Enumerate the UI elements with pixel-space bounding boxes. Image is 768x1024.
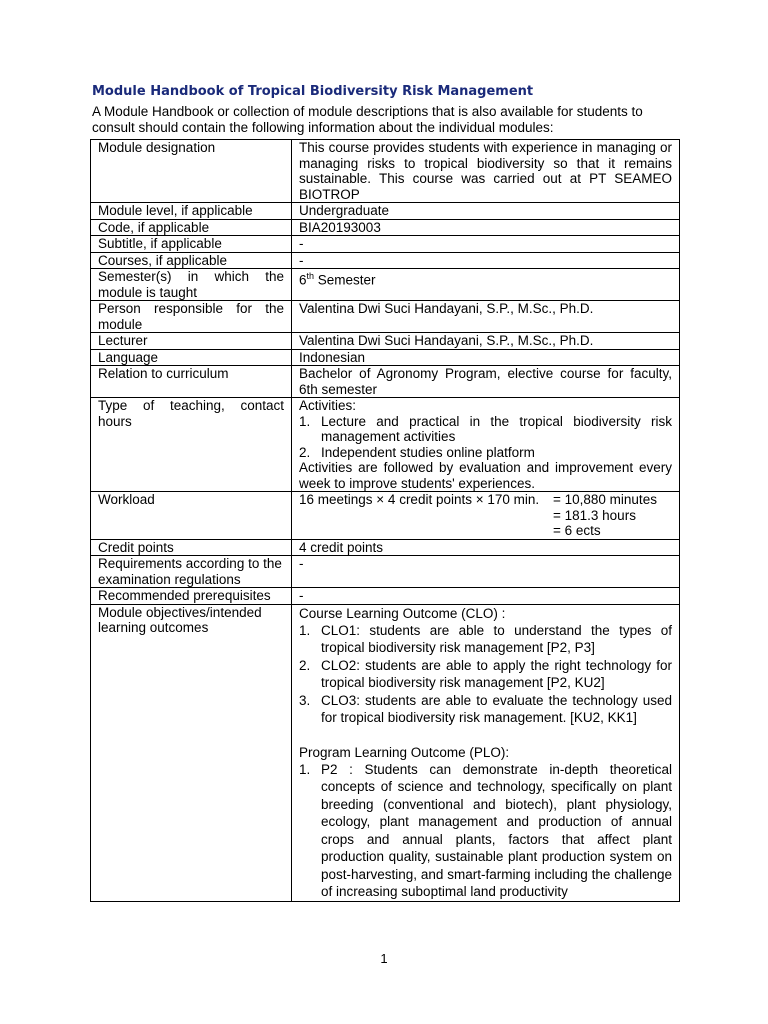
table-row	[91, 140, 680, 203]
table-row	[91, 269, 680, 301]
list-text: CLO3: students are able to evaluate the technology used for tropical biodiversity risk management. [KU2, KK1]	[321, 692, 672, 725]
list-item	[299, 761, 672, 901]
list-item	[299, 657, 672, 692]
value-module-designation: This course provides students with experience in managing or managing risks to tropical biodiversity so that it remains sustainable. This course was carried out at PT SEAMEO BIOTROP	[292, 140, 680, 203]
list-item	[299, 692, 672, 727]
table-row	[91, 349, 680, 366]
page-title: Module Handbook of Tropical Biodiversity Risk Management	[92, 84, 534, 99]
label-workload: Workload	[91, 492, 292, 540]
list-number: 1.	[299, 761, 311, 777]
plo-heading: Program Learning Outcome (PLO):	[299, 744, 510, 760]
value-teaching	[292, 398, 680, 492]
label-teaching: Type of teaching, contact hours	[91, 398, 292, 492]
label-requirements: Requirements according to the examination regulations	[91, 556, 292, 588]
list-number: 1.	[299, 622, 311, 638]
table-row	[91, 203, 680, 220]
label-lecturer: Lecturer	[91, 333, 292, 350]
list-text: Independent studies online platform	[321, 444, 535, 460]
list-text: CLO1: students are able to understand the types of tropical biodiversity risk management [P2, P3]	[321, 622, 672, 655]
label-language: Language	[91, 349, 292, 366]
value-code: BIA20193003	[292, 219, 680, 236]
label-code: Code, if applicable	[91, 219, 292, 236]
workload-minutes: = 10,880 minutes	[553, 492, 657, 507]
label-relation: Relation to curriculum	[91, 366, 292, 398]
label-prerequisites: Recommended prerequisites	[91, 588, 292, 605]
table-row	[91, 556, 680, 588]
value-module-level: Undergraduate	[292, 203, 680, 220]
teaching-footer: Activities are followed by evaluation and improvement every week to improve students' experiences.	[299, 460, 672, 491]
table-row	[91, 219, 680, 236]
semester-suffix: th	[306, 271, 315, 281]
clo-heading: Course Learning Outcome (CLO) :	[299, 605, 506, 621]
label-module-level: Module level, if applicable	[91, 203, 292, 220]
plo-list	[299, 761, 672, 901]
table-row	[91, 539, 680, 556]
table-row	[91, 301, 680, 333]
label-module-designation: Module designation	[91, 140, 292, 203]
clo-list	[299, 622, 672, 727]
value-objectives	[292, 604, 680, 901]
table-row	[91, 333, 680, 350]
label-subtitle: Subtitle, if applicable	[91, 236, 292, 253]
value-workload	[292, 492, 680, 540]
table-row	[91, 252, 680, 269]
value-relation: Bachelor of Agronomy Program, elective course for faculty, 6th semester	[292, 366, 680, 398]
list-number: 1.	[299, 413, 311, 429]
value-courses: -	[292, 252, 680, 269]
table-row	[91, 588, 680, 605]
workload-hours: = 181.3 hours	[553, 507, 636, 523]
list-text: Lecture and practical in the tropical biodiversity risk management activities	[321, 413, 672, 444]
list-number: 2.	[299, 657, 311, 673]
value-language: Indonesian	[292, 349, 680, 366]
label-objectives: Module objectives/intended learning outcomes	[91, 604, 292, 901]
label-semester: Semester(s) in which the module is taught	[91, 269, 292, 301]
workload-calc	[299, 492, 672, 539]
table-row	[91, 604, 680, 901]
value-requirements: -	[292, 556, 680, 588]
table-row	[91, 366, 680, 398]
value-prerequisites: -	[292, 588, 680, 605]
list-item	[299, 414, 672, 445]
value-person-responsible: Valentina Dwi Suci Handayani, S.P., M.Sc., Ph.D.	[292, 301, 680, 333]
workload-ects: = 6 ects	[553, 523, 601, 538]
page-number: 1	[380, 951, 388, 966]
semester-number: 6	[299, 272, 307, 288]
value-semester	[292, 269, 680, 301]
teaching-list	[299, 414, 672, 461]
label-person-responsible: Person responsible for the module	[91, 301, 292, 333]
list-item	[299, 622, 672, 657]
module-table	[90, 139, 680, 902]
teaching-heading: Activities:	[299, 398, 357, 413]
label-credit-points: Credit points	[91, 539, 292, 556]
intro-paragraph: A Module Handbook or collection of module descriptions that is also available for students to consult should contain the following information about the individual modules:	[92, 104, 643, 135]
value-credit-points: 4 credit points	[292, 539, 680, 556]
value-subtitle: -	[292, 236, 680, 253]
table-row	[91, 492, 680, 540]
list-number: 2.	[299, 444, 311, 460]
list-item	[299, 445, 672, 461]
list-text: P2 : Students can demonstrate in-depth theoretical concepts of science and technology, specifically on plant breeding (conventional and biotech), plant physiology, ecology, plant management and production of annual crops and annual plants, factors that affect plant production quality, sustainable plant production system on post-harvesting, and smart-farming including the challenge of increasing suboptimal land productivity	[321, 761, 672, 899]
table-row	[91, 398, 680, 492]
workload-formula: 16 meetings × 4 credit points × 170 min.	[299, 492, 540, 507]
semester-text: Semester	[314, 272, 376, 288]
label-courses: Courses, if applicable	[91, 252, 292, 269]
value-lecturer: Valentina Dwi Suci Handayani, S.P., M.Sc., Ph.D.	[292, 333, 680, 350]
list-number: 3.	[299, 692, 311, 708]
table-row	[91, 236, 680, 253]
list-text: CLO2: students are able to apply the right technology for tropical biodiversity risk management [P2, KU2]	[321, 657, 672, 690]
